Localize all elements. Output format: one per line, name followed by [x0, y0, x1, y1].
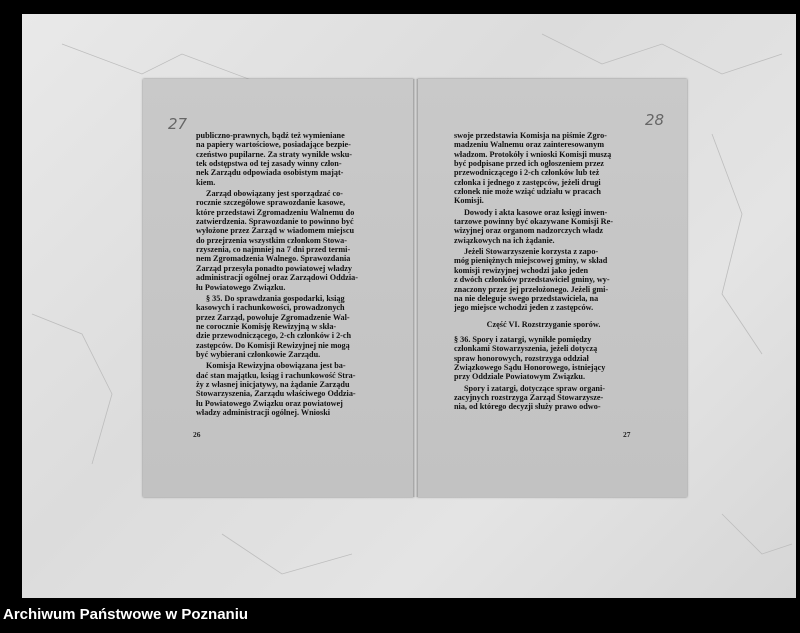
text-line: które przedstawi Zgromadzeniu Walnemu do — [196, 207, 355, 217]
text-line: przez Zarząd, powołuje Zgromadzenie Wal- — [196, 312, 350, 322]
paragraph — [454, 384, 633, 412]
text-line: być wybierani członkowie Zarządu. — [196, 349, 321, 359]
text-line: Zarząd obowiązany jest sporządzać co- — [206, 189, 343, 199]
text-line: rzyszenia, co najmniej na 7 dni przed termi- — [196, 245, 351, 255]
text-line: zastępców. Do Komisji Rewizyjnej nie mogą — [196, 340, 350, 350]
text-line: kasowych i rachunkowości, prowadzonych — [196, 303, 345, 313]
text-line: nek Zarządu odpowiada osobistym mająt- — [196, 168, 344, 178]
paragraph — [196, 189, 374, 292]
text-line: wizyjnej oraz organom nadzorczych władz — [454, 226, 604, 236]
text-line: na papiery wartościowe, posiadające bezpie- — [196, 140, 351, 150]
text-line: ne corocznie Komisję Rewizyjną w skła- — [196, 321, 337, 331]
paragraph — [454, 335, 633, 382]
text-line: przy Oddziale Powiatowym Związku. — [454, 372, 585, 382]
book-spine — [413, 79, 418, 497]
paragraph — [454, 131, 633, 206]
text-line: na nie deleguje swego przedstawiciela, na — [454, 293, 599, 303]
paragraph — [196, 131, 374, 187]
text-line: Zarząd przesyła ponadto powiatowej władzy — [196, 263, 353, 273]
text-line: nia, od którego decyzji służy prawo odwo- — [454, 402, 601, 412]
text-line: członka i jednego z zastępców, jeżeli drugi — [454, 177, 601, 187]
text-line: znaczony przez jej przełożonego. Jeżeli gmi- — [454, 284, 609, 294]
right-page-number: 27 — [623, 430, 631, 439]
text-line: tek odstępstwa od tej zasady winny człon- — [196, 159, 342, 169]
text-line: swoje przedstawia Komisja na piśmie Zgro- — [454, 131, 607, 140]
text-line: rocznie szczegółowe sprawozdanie kasowe, — [196, 198, 346, 208]
text-line: łu Powiatowego Związku. — [196, 282, 286, 292]
text-line: związkowych na ich żądanie. — [454, 235, 555, 245]
left-page-text — [196, 131, 374, 419]
text-line: § 35. Do sprawdzania gospodarki, ksiąg — [206, 293, 345, 303]
left-page-number: 26 — [193, 430, 201, 439]
text-line: publiczno-prawnych, bądź też wymieniane — [196, 131, 345, 140]
text-line: Stowarzyszenia, Zarządu właściwego Oddzia- — [196, 389, 356, 399]
text-line: do przejrzenia wszystkim członkom Stowa- — [196, 235, 347, 245]
text-line: Związkowego Sądu Honorowego, istniejący — [454, 362, 606, 372]
text-line: zatwierdzenia. Sprawozdanie to powinno być — [196, 217, 354, 227]
text-line: kiem. — [196, 177, 216, 187]
text-line: dać stan majątku, ksiąg i rachunkowość Stra- — [196, 370, 356, 380]
text-line: wyłożone przez Zarząd w wiadomem miejscu — [196, 226, 355, 236]
text-line: komisji rewizyjnej wchodzi jako jeden — [454, 265, 589, 275]
text-line: czeństwo pupilarne. Za straty wynikłe wsku- — [196, 149, 353, 159]
text-line: członkami Stowarzyszenia, jeżeli dotyczą — [454, 344, 598, 354]
text-line: móg pieniężnych miejscowej gminy, w skład — [454, 256, 608, 266]
text-line: władzom. Protokóły i wnioski Komisji muszą — [454, 149, 612, 159]
right-page-text — [454, 131, 633, 414]
text-line: ży z własnej inicjatywy, na żądanie Zarządu — [196, 379, 350, 389]
text-line: władzy administracji ogólnej. Wnioski — [196, 407, 331, 417]
text-line: Jeżeli Stowarzyszenie korzysta z zapo- — [464, 247, 599, 257]
text-line: § 36. Spory i zatargi, wynikłe pomiędzy — [454, 334, 592, 344]
text-line: Spory i zatargi, dotyczące spraw organi- — [464, 383, 605, 393]
text-line: Dowody i akta kasowe oraz księgi inwen- — [464, 207, 608, 217]
left-handwritten-number: 27 — [168, 115, 188, 133]
text-line: spraw honorowych, rozstrzyga oddział — [454, 353, 589, 363]
paragraph — [454, 208, 633, 245]
text-line: przewodniczącego i 2-ch członków lub też — [454, 168, 600, 178]
text-line: z dwóch członków przedstawiciel gminy, wy- — [454, 275, 610, 285]
paragraph — [196, 361, 374, 417]
text-line: nem Zgromadzenia Walnego. Sprawozdania — [196, 254, 351, 264]
paragraph — [454, 247, 633, 312]
paragraph — [196, 294, 374, 359]
archive-caption: Archiwum Państwowe w Poznaniu — [3, 606, 249, 623]
text-line: Komisja Rewizyjna obowiązana jest ba- — [206, 361, 346, 371]
text-line: być podpisane przed ich ogłoszeniem przez — [454, 159, 604, 169]
text-line: dzie przewodniczącego, 2-ch członków i 2-ch — [196, 331, 352, 341]
text-line: tarzowe powinny być okazywane Komisji Re- — [454, 217, 613, 227]
text-line: członek nie może wziąć udziału w pracach — [454, 187, 601, 197]
text-line: Komisji. — [454, 196, 484, 206]
text-line: madzeniu Walnemu oraz zainteresowanym — [454, 140, 605, 150]
text-line: jego miejsce wchodzi jeden z zastępców. — [454, 303, 594, 313]
text-line: łu Powiatowego Związku oraz powiatowej — [196, 398, 343, 408]
text-line: zacyjnych rozstrzyga Zarząd Stowarzysze- — [454, 392, 604, 402]
section-heading: Część VI. Rozstrzyganie sporów. — [486, 319, 601, 329]
text-line: administracji ogólnej oraz Zarządowi Oddzia- — [196, 273, 358, 283]
right-handwritten-number: 28 — [645, 111, 665, 129]
